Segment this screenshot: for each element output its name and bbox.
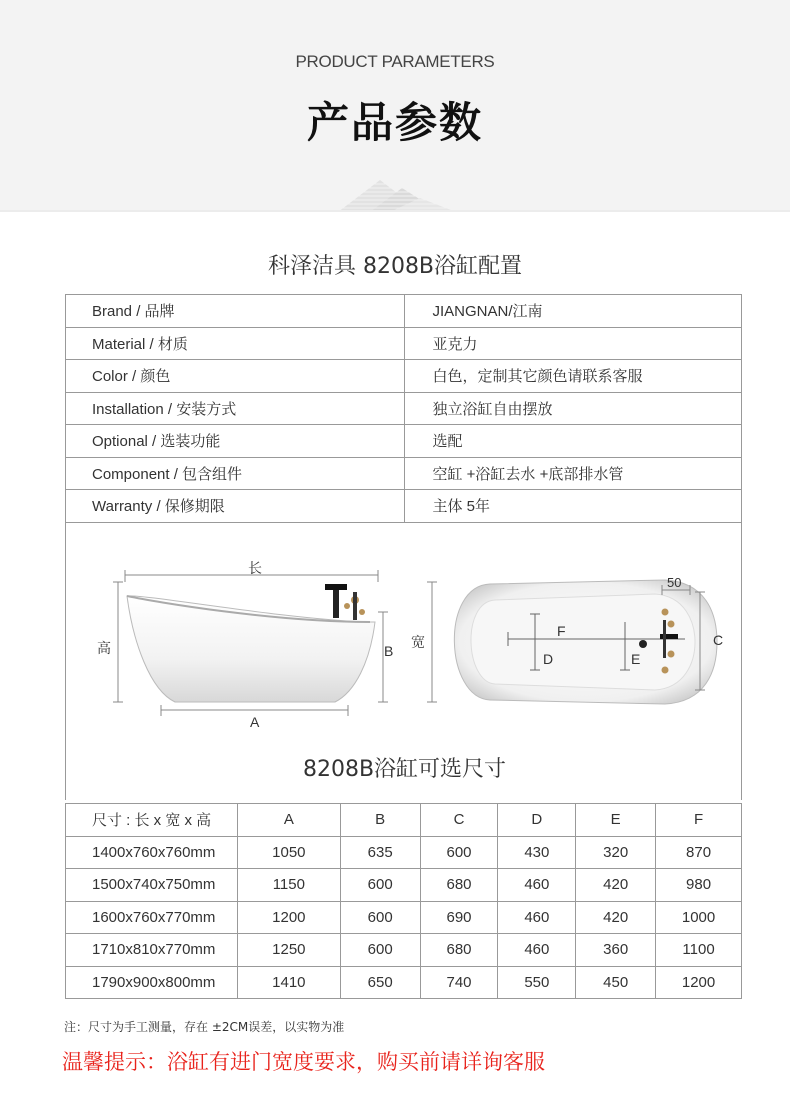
sizes-row — [66, 934, 742, 967]
label-a: A — [250, 714, 260, 730]
config-row — [66, 295, 742, 328]
config-row — [66, 425, 742, 458]
config-label: Installation / 安装方式 — [66, 392, 405, 425]
config-value: 亚克力 — [405, 327, 742, 360]
sizes-cell: 1000 — [656, 901, 742, 934]
sizes-cell: 460 — [498, 869, 576, 902]
config-label: Warranty / 保修期限 — [66, 490, 405, 523]
sizes-cell: 320 — [576, 836, 656, 869]
sizes-table — [65, 803, 742, 999]
sizes-cell: 635 — [340, 836, 420, 869]
sizes-cell: 680 — [420, 934, 498, 967]
header-subtitle: PRODUCT PARAMETERS — [295, 52, 495, 71]
config-value: JIANGNAN/江南 — [405, 295, 742, 328]
sizes-header-cell: E — [576, 804, 656, 837]
sizes-header-cell: C — [420, 804, 498, 837]
sizes-cell: 1400x760x760mm — [66, 836, 238, 869]
sizes-cell: 1200 — [656, 966, 742, 999]
config-row — [66, 392, 742, 425]
sizes-cell: 1100 — [656, 934, 742, 967]
sizes-row — [66, 966, 742, 999]
sizes-header-cell: D — [498, 804, 576, 837]
sizes-header-row — [66, 804, 742, 837]
sizes-cell: 680 — [420, 869, 498, 902]
header-divider — [0, 210, 790, 212]
config-table — [65, 294, 742, 523]
sizes-cell: 1050 — [237, 836, 340, 869]
sizes-row — [66, 869, 742, 902]
sizes-cell: 420 — [576, 869, 656, 902]
sizes-cell: 1500x740x750mm — [66, 869, 238, 902]
sizes-cell: 1790x900x800mm — [66, 966, 238, 999]
label-c: C — [713, 632, 724, 648]
sizes-header-cell: F — [656, 804, 742, 837]
config-label: Brand / 品牌 — [66, 295, 405, 328]
measurement-note: 注：尺寸为手工测量，存在 ±2CM误差，以实物为准 — [64, 1020, 345, 1034]
sizes-cell: 740 — [420, 966, 498, 999]
config-label: Component / 包含组件 — [66, 457, 405, 490]
sizes-cell: 460 — [498, 934, 576, 967]
sizes-cell: 600 — [420, 836, 498, 869]
dimension-diagram — [65, 522, 742, 800]
sizes-header-cell: A — [237, 804, 340, 837]
sizes-cell: 1200 — [237, 901, 340, 934]
config-row — [66, 490, 742, 523]
sizes-cell: 600 — [340, 934, 420, 967]
mountain-decoration-icon — [330, 168, 460, 212]
sizes-cell: 600 — [340, 869, 420, 902]
sizes-cell: 650 — [340, 966, 420, 999]
label-e: E — [631, 651, 641, 667]
header-title: 产品参数 — [306, 98, 483, 147]
config-value: 空缸 +浴缸去水 +底部排水管 — [405, 457, 742, 490]
sizes-cell: 1710x810x770mm — [66, 934, 238, 967]
config-row — [66, 360, 742, 393]
sizes-cell: 870 — [656, 836, 742, 869]
sizes-cell: 1250 — [237, 934, 340, 967]
label-width: 宽 — [411, 635, 425, 651]
config-value: 独立浴缸自由摆放 — [405, 392, 742, 425]
sizes-title: 8208B浴缸可选尺寸 — [302, 757, 507, 782]
sizes-header-cell: 尺寸 : 长 x 宽 x 高 — [66, 804, 238, 837]
sizes-header-cell: B — [340, 804, 420, 837]
label-height: 高 — [97, 641, 111, 657]
sizes-cell: 690 — [420, 901, 498, 934]
config-value: 主体 5年 — [405, 490, 742, 523]
sizes-row — [66, 901, 742, 934]
config-row — [66, 327, 742, 360]
sizes-cell: 360 — [576, 934, 656, 967]
sizes-row — [66, 836, 742, 869]
config-value: 白色，定制其它颜色请联系客服 — [405, 360, 742, 393]
config-value: 选配 — [405, 425, 742, 458]
sizes-cell: 450 — [576, 966, 656, 999]
sizes-cell: 600 — [340, 901, 420, 934]
sizes-cell: 420 — [576, 901, 656, 934]
sizes-cell: 1410 — [237, 966, 340, 999]
warning-text: 温馨提示：浴缸有进门宽度要求，购买前请详询客服 — [62, 1050, 545, 1074]
header-banner — [0, 0, 790, 212]
config-label: Material / 材质 — [66, 327, 405, 360]
label-d: D — [543, 651, 554, 667]
label-50: 50 — [667, 575, 682, 590]
label-f: F — [557, 623, 566, 639]
sizes-cell: 980 — [656, 869, 742, 902]
config-label: Color / 颜色 — [66, 360, 405, 393]
sizes-cell: 1600x760x770mm — [66, 901, 238, 934]
config-title: 科泽洁具 8208B浴缸配置 — [267, 254, 523, 279]
sizes-cell: 550 — [498, 966, 576, 999]
config-label: Optional / 选装功能 — [66, 425, 405, 458]
label-length: 长 — [248, 561, 262, 577]
label-b: B — [384, 643, 394, 659]
config-row — [66, 457, 742, 490]
sizes-cell: 460 — [498, 901, 576, 934]
sizes-cell: 430 — [498, 836, 576, 869]
sizes-cell: 1150 — [237, 869, 340, 902]
